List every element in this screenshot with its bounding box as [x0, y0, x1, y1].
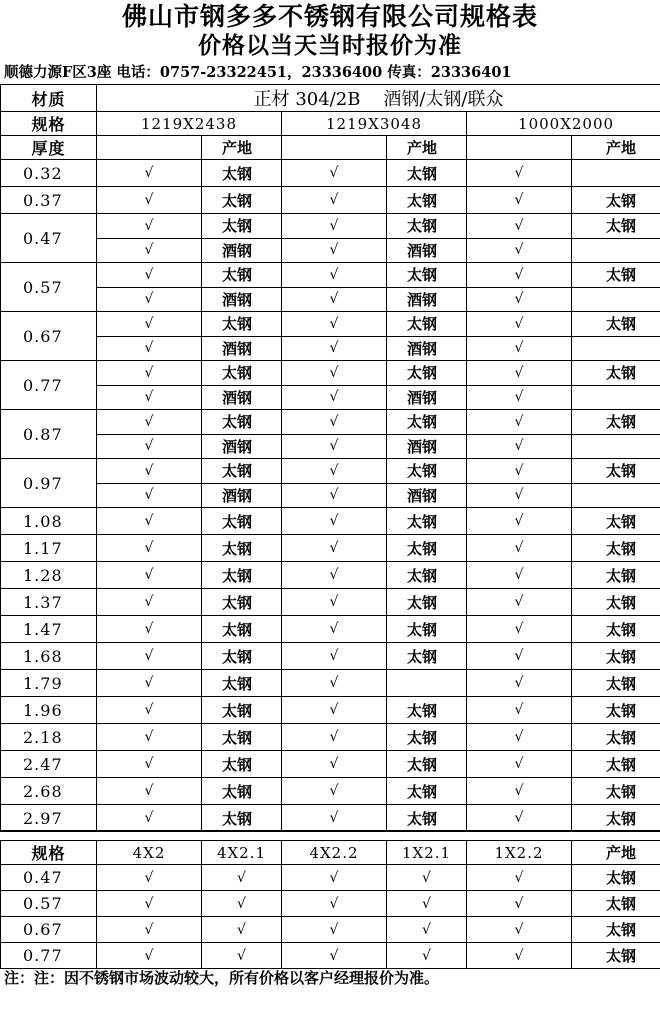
origin-cell: 太钢	[202, 187, 282, 214]
check-cell: √	[282, 724, 387, 751]
check-cell: √	[467, 410, 572, 435]
check-cell: √	[282, 459, 387, 484]
origin-cell: 太钢	[387, 263, 467, 288]
origin-cell	[572, 385, 660, 410]
origin-cell: 酒钢	[387, 434, 467, 459]
origin-cell: 太钢	[202, 263, 282, 288]
origin-cell: 太钢	[572, 187, 660, 214]
check-cell: √	[97, 724, 202, 751]
check-cell: √	[282, 751, 387, 778]
origin-cell	[572, 434, 660, 459]
size-row	[1, 112, 660, 136]
origin-cell: 太钢	[202, 214, 282, 239]
footer-note: 注：注：因不锈钢市场波动较大，所有价格以客户经理报价为准。	[4, 969, 440, 987]
origin-cell: 酒钢	[202, 336, 282, 361]
table-row	[1, 778, 660, 805]
origin-cell: 太钢	[202, 697, 282, 724]
sheet-size-header	[1, 841, 660, 865]
check-cell: √	[97, 336, 202, 361]
thickness-label: 厚度	[1, 136, 97, 160]
origin-cell: 太钢	[387, 361, 467, 386]
origin-cell: 太钢	[387, 778, 467, 805]
sheet-size-table-body	[1, 831, 660, 969]
origin-cell: 太钢	[572, 459, 660, 484]
table-row	[1, 697, 660, 724]
check-cell: √	[97, 865, 202, 891]
origin-label: 产地	[572, 841, 660, 865]
origin-cell: 酒钢	[202, 483, 282, 508]
check-cell: √	[97, 434, 202, 459]
check-cell: √	[282, 865, 387, 891]
table-row	[1, 535, 660, 562]
check-cell: √	[467, 535, 572, 562]
table-row	[1, 589, 660, 616]
table-row	[1, 943, 660, 969]
check-cell: √	[467, 917, 572, 943]
gap-row	[1, 831, 660, 841]
check-cell: √	[282, 891, 387, 917]
size-4x2: 4X2	[97, 841, 202, 865]
blank-cell	[97, 136, 202, 160]
spec-label: 规格	[1, 841, 97, 865]
check-cell: √	[467, 160, 572, 187]
check-cell: √	[282, 238, 387, 263]
check-cell: √	[97, 238, 202, 263]
check-cell: √	[282, 589, 387, 616]
thickness-cell: 0.57	[1, 891, 97, 917]
check-cell: √	[467, 724, 572, 751]
check-cell: √	[97, 535, 202, 562]
check-cell: √	[467, 643, 572, 670]
check-cell: √	[467, 751, 572, 778]
origin-cell: 太钢	[202, 751, 282, 778]
origin-cell: 太钢	[572, 410, 660, 435]
thickness-cell: 1.79	[1, 670, 97, 697]
check-cell: √	[467, 336, 572, 361]
check-cell: √	[282, 643, 387, 670]
origin-cell: 太钢	[202, 410, 282, 435]
table-row	[1, 312, 660, 337]
origin-cell: 太钢	[202, 616, 282, 643]
page-subtitle: 价格以当天当时报价为准	[198, 32, 462, 59]
check-cell: √	[282, 214, 387, 239]
origin-cell: 太钢	[387, 805, 467, 832]
check-cell: √	[467, 238, 572, 263]
check-cell: √	[467, 459, 572, 484]
thickness-cell: 0.47	[1, 214, 97, 263]
origin-cell	[387, 670, 467, 697]
origin-cell	[572, 287, 660, 312]
origin-cell: 太钢	[572, 643, 660, 670]
contact-line: 顺德力源F区3座 电话：0757-23322451，23336400 传真：23336401	[4, 64, 512, 81]
origin-cell: 太钢	[387, 751, 467, 778]
check-cell: √	[467, 616, 572, 643]
origin-cell: 太钢	[387, 589, 467, 616]
origin-cell: 太钢	[202, 562, 282, 589]
check-cell: √	[97, 562, 202, 589]
origin-cell: 酒钢	[387, 385, 467, 410]
origin-cell: 太钢	[572, 865, 660, 891]
origin-cell: 太钢	[202, 312, 282, 337]
thickness-cell: 1.28	[1, 562, 97, 589]
check-cell: √	[467, 385, 572, 410]
check-cell: √	[282, 385, 387, 410]
table-row	[1, 562, 660, 589]
table-row	[1, 287, 660, 312]
check-cell: √	[282, 943, 387, 969]
origin-cell: 酒钢	[202, 434, 282, 459]
origin-cell: 太钢	[572, 589, 660, 616]
thickness-cell: 0.37	[1, 187, 97, 214]
origin-cell: 酒钢	[387, 287, 467, 312]
check-cell: √	[282, 312, 387, 337]
check-cell: √	[97, 943, 202, 969]
check-cell: √	[97, 778, 202, 805]
thickness-cell: 1.17	[1, 535, 97, 562]
size-4x2-1: 4X2.1	[202, 841, 282, 865]
check-cell: √	[282, 336, 387, 361]
origin-cell	[572, 336, 660, 361]
thickness-cell: 0.67	[1, 312, 97, 361]
origin-cell: 太钢	[387, 535, 467, 562]
check-cell: √	[467, 263, 572, 288]
check-cell: √	[282, 434, 387, 459]
table-row	[1, 361, 660, 386]
table-row	[1, 263, 660, 288]
check-cell: √	[467, 697, 572, 724]
check-cell: √	[97, 891, 202, 917]
origin-cell: 太钢	[572, 778, 660, 805]
size-1219x2438: 1219X2438	[97, 112, 282, 136]
check-cell: √	[97, 459, 202, 484]
origin-cell: 太钢	[202, 459, 282, 484]
origin-cell: 太钢	[202, 670, 282, 697]
check-cell: √	[467, 434, 572, 459]
origin-cell: 太钢	[572, 562, 660, 589]
origin-cell: 太钢	[387, 214, 467, 239]
origin-cell: 太钢	[387, 724, 467, 751]
thickness-cell: 0.77	[1, 361, 97, 410]
table-row	[1, 214, 660, 239]
origin-cell: 太钢	[387, 508, 467, 535]
origin-label: 产地	[572, 136, 660, 160]
check-cell: √	[97, 263, 202, 288]
check-cell: √	[282, 535, 387, 562]
size-1000x2000: 1000X2000	[467, 112, 660, 136]
thickness-cell: 0.47	[1, 865, 97, 891]
check-cell: √	[467, 891, 572, 917]
check-cell: √	[282, 187, 387, 214]
origin-cell: 太钢	[387, 312, 467, 337]
table-row	[1, 805, 660, 832]
table-row	[1, 751, 660, 778]
origin-cell: 太钢	[202, 805, 282, 832]
origin-cell: 酒钢	[387, 238, 467, 263]
check-cell: √	[467, 670, 572, 697]
thickness-cell: 0.67	[1, 917, 97, 943]
size-1219x3048: 1219X3048	[282, 112, 467, 136]
blank-cell	[282, 136, 387, 160]
check-cell: √	[282, 410, 387, 435]
check-cell: √	[282, 616, 387, 643]
material-value: 正材 304/2B 酒钢/太钢/联众	[97, 85, 660, 112]
origin-cell: 太钢	[202, 361, 282, 386]
check-cell: √	[97, 160, 202, 187]
sheet-size-table	[0, 830, 660, 969]
origin-cell: 太钢	[572, 891, 660, 917]
size-4x2-2: 4X2.2	[282, 841, 387, 865]
check-cell: √	[467, 865, 572, 891]
table-row	[1, 670, 660, 697]
table-row	[1, 865, 660, 891]
thickness-cell: 0.87	[1, 410, 97, 459]
check-cell: √	[467, 778, 572, 805]
table-row	[1, 434, 660, 459]
check-cell: √	[97, 805, 202, 832]
column-header-row	[1, 136, 660, 160]
table-row	[1, 724, 660, 751]
spec-label: 规格	[1, 112, 97, 136]
check-cell: √	[387, 865, 467, 891]
check-cell: √	[97, 508, 202, 535]
check-cell: √	[467, 508, 572, 535]
check-cell: √	[282, 361, 387, 386]
thickness-cell: 0.57	[1, 263, 97, 312]
origin-cell: 太钢	[572, 535, 660, 562]
origin-cell: 太钢	[202, 724, 282, 751]
check-cell: √	[97, 385, 202, 410]
thickness-cell: 1.37	[1, 589, 97, 616]
table-row	[1, 917, 660, 943]
thickness-cell: 1.68	[1, 643, 97, 670]
check-cell: √	[282, 483, 387, 508]
table-row	[1, 643, 660, 670]
origin-cell: 太钢	[202, 778, 282, 805]
table-row	[1, 410, 660, 435]
check-cell: √	[282, 917, 387, 943]
page-title: 佛山市钢多多不锈钢有限公司规格表	[121, 2, 538, 31]
origin-cell: 酒钢	[202, 287, 282, 312]
check-cell: √	[467, 287, 572, 312]
check-cell: √	[467, 214, 572, 239]
table-row	[1, 616, 660, 643]
check-cell: √	[282, 697, 387, 724]
check-cell: √	[97, 917, 202, 943]
table-row	[1, 187, 660, 214]
origin-cell: 太钢	[387, 459, 467, 484]
thickness-cell: 2.97	[1, 805, 97, 832]
thickness-cell: 1.96	[1, 697, 97, 724]
origin-cell: 酒钢	[387, 483, 467, 508]
thickness-cell: 2.47	[1, 751, 97, 778]
check-cell: √	[467, 361, 572, 386]
check-cell: √	[97, 589, 202, 616]
origin-cell: 太钢	[387, 616, 467, 643]
check-cell: √	[387, 917, 467, 943]
origin-cell: 太钢	[202, 160, 282, 187]
gap-cell	[1, 831, 660, 841]
table-row	[1, 459, 660, 484]
origin-cell: 太钢	[387, 410, 467, 435]
check-cell: √	[467, 187, 572, 214]
check-cell: √	[467, 483, 572, 508]
origin-cell: 太钢	[572, 751, 660, 778]
check-cell: √	[97, 616, 202, 643]
origin-cell: 太钢	[572, 805, 660, 832]
thickness-cell: 0.77	[1, 943, 97, 969]
table-row	[1, 160, 660, 187]
check-cell: √	[97, 312, 202, 337]
table-row	[1, 336, 660, 361]
size-1x2-2: 1X2.2	[467, 841, 572, 865]
origin-cell: 太钢	[572, 616, 660, 643]
thickness-cell: 2.68	[1, 778, 97, 805]
material-label: 材质	[1, 85, 97, 112]
origin-cell: 太钢	[572, 312, 660, 337]
check-cell: √	[282, 805, 387, 832]
check-cell: √	[282, 160, 387, 187]
origin-cell: 太钢	[202, 535, 282, 562]
check-cell: √	[387, 943, 467, 969]
check-cell: √	[202, 891, 282, 917]
check-cell: √	[282, 508, 387, 535]
spec-table	[0, 84, 660, 832]
check-cell: √	[467, 805, 572, 832]
origin-cell: 酒钢	[202, 385, 282, 410]
origin-cell: 太钢	[202, 643, 282, 670]
check-cell: √	[387, 891, 467, 917]
origin-cell: 太钢	[202, 589, 282, 616]
check-cell: √	[202, 917, 282, 943]
check-cell: √	[97, 643, 202, 670]
thickness-cell: 0.32	[1, 160, 97, 187]
spec-table-body	[1, 85, 660, 832]
thickness-cell: 2.18	[1, 724, 97, 751]
check-cell: √	[467, 312, 572, 337]
origin-cell: 太钢	[572, 724, 660, 751]
origin-cell: 太钢	[572, 361, 660, 386]
origin-cell: 太钢	[572, 670, 660, 697]
check-cell: √	[97, 410, 202, 435]
thickness-cell: 1.08	[1, 508, 97, 535]
origin-cell: 太钢	[572, 508, 660, 535]
material-row	[1, 85, 660, 112]
origin-cell: 太钢	[387, 697, 467, 724]
origin-cell: 酒钢	[387, 336, 467, 361]
origin-label: 产地	[387, 136, 467, 160]
check-cell: √	[97, 483, 202, 508]
check-cell: √	[97, 751, 202, 778]
table-row	[1, 483, 660, 508]
check-cell: √	[97, 287, 202, 312]
origin-cell: 太钢	[387, 643, 467, 670]
origin-cell: 太钢	[387, 187, 467, 214]
check-cell: √	[282, 287, 387, 312]
table-row	[1, 385, 660, 410]
origin-cell: 太钢	[572, 263, 660, 288]
check-cell: √	[467, 589, 572, 616]
origin-cell: 太钢	[387, 160, 467, 187]
table-row	[1, 891, 660, 917]
check-cell: √	[97, 214, 202, 239]
origin-cell: 太钢	[202, 508, 282, 535]
check-cell: √	[467, 562, 572, 589]
origin-cell	[572, 238, 660, 263]
origin-cell: 酒钢	[202, 238, 282, 263]
table-row	[1, 508, 660, 535]
blank-cell	[467, 136, 572, 160]
size-1x2-1: 1X2.1	[387, 841, 467, 865]
check-cell: √	[282, 670, 387, 697]
origin-cell: 太钢	[572, 917, 660, 943]
table-row	[1, 238, 660, 263]
origin-label: 产地	[202, 136, 282, 160]
origin-cell: 太钢	[387, 562, 467, 589]
check-cell: √	[282, 778, 387, 805]
check-cell: √	[97, 697, 202, 724]
thickness-cell: 0.97	[1, 459, 97, 508]
thickness-cell: 1.47	[1, 616, 97, 643]
check-cell: √	[282, 562, 387, 589]
origin-cell: 太钢	[572, 697, 660, 724]
origin-cell	[572, 160, 660, 187]
check-cell: √	[202, 943, 282, 969]
check-cell: √	[97, 670, 202, 697]
origin-cell: 太钢	[572, 943, 660, 969]
origin-cell	[572, 483, 660, 508]
check-cell: √	[97, 187, 202, 214]
check-cell: √	[97, 361, 202, 386]
check-cell: √	[282, 263, 387, 288]
check-cell: √	[467, 943, 572, 969]
origin-cell: 太钢	[572, 214, 660, 239]
check-cell: √	[202, 865, 282, 891]
